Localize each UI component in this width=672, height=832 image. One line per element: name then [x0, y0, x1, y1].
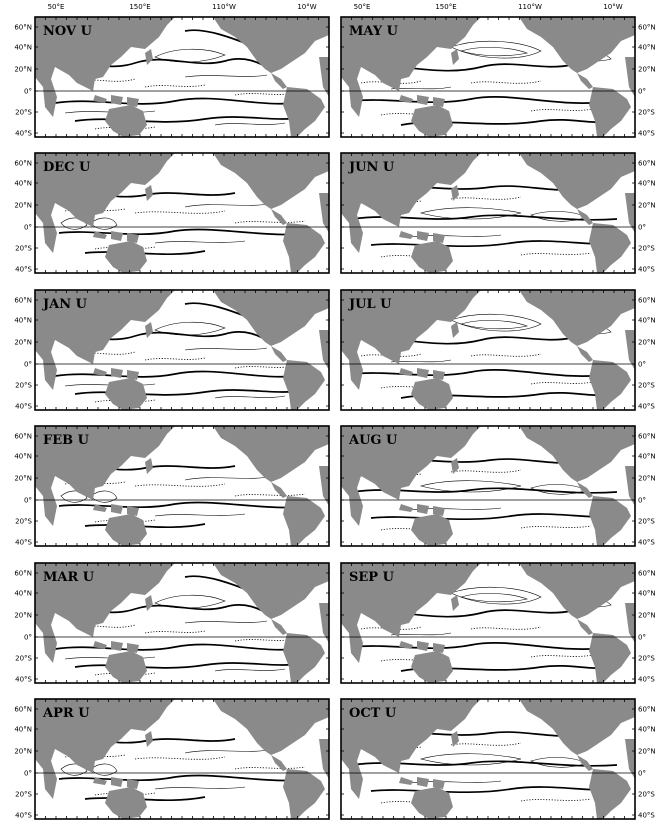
- lat-label: 60°N: [638, 296, 656, 305]
- lat-label: 20°S: [638, 108, 655, 117]
- lat-label: 0°: [638, 633, 646, 642]
- lat-label: 40°S: [638, 265, 655, 274]
- top-longitude-labels-left: [48, 3, 317, 11]
- lat-label: 40°N: [638, 43, 656, 52]
- lat-label: 20°S: [15, 108, 32, 117]
- lat-label: 60°N: [14, 705, 32, 714]
- lat-label: 0°: [24, 360, 32, 369]
- panel-mar: [14, 563, 329, 684]
- panel-title: AUG U: [349, 433, 398, 448]
- panel-title: DEC U: [43, 160, 91, 175]
- lat-label: 20°N: [638, 338, 656, 347]
- panel-may: [341, 17, 656, 138]
- lat-label: 20°N: [638, 747, 656, 756]
- top-label-50e: 50°E: [47, 3, 65, 11]
- lat-label: 40°N: [638, 725, 656, 734]
- lat-label: 40°S: [638, 538, 655, 547]
- lat-label: 40°N: [14, 316, 32, 325]
- panel-title: JUN U: [349, 160, 395, 175]
- panel-title: JAN U: [43, 297, 87, 312]
- lat-label: 20°S: [638, 244, 655, 253]
- lat-label: 40°N: [638, 179, 656, 188]
- panel-title: JUL U: [349, 297, 392, 312]
- panel-title: NOV U: [43, 24, 92, 39]
- panel-feb: [14, 426, 329, 547]
- lat-label: 40°S: [15, 538, 32, 547]
- lat-label: 20°N: [14, 65, 32, 74]
- lat-label: 40°S: [638, 129, 655, 138]
- panel-jun: [341, 153, 656, 274]
- lat-label: 20°S: [638, 517, 655, 526]
- top-label-110w: 110°W: [212, 3, 236, 11]
- lat-label: 40°S: [15, 265, 32, 274]
- panel-title: FEB U: [43, 433, 89, 448]
- lat-label: 20°S: [15, 790, 32, 799]
- lat-label: 40°N: [638, 452, 656, 461]
- lat-label: 20°N: [14, 474, 32, 483]
- lat-label: 20°N: [14, 201, 32, 210]
- lat-label: 20°S: [15, 517, 32, 526]
- lat-label: 60°N: [638, 705, 656, 714]
- lat-label: 40°N: [14, 725, 32, 734]
- lat-label: 20°S: [638, 654, 655, 663]
- panel-title: SEP U: [349, 570, 394, 585]
- lat-label: 0°: [638, 223, 646, 232]
- lat-label: 60°N: [638, 159, 656, 168]
- lat-label: 60°N: [14, 296, 32, 305]
- lat-label: 40°S: [15, 129, 32, 138]
- panels: [14, 17, 655, 820]
- lat-label: 0°: [24, 769, 32, 778]
- lat-label: 20°N: [638, 611, 656, 620]
- panel-aug: [341, 426, 656, 547]
- lat-label: 60°N: [14, 23, 32, 32]
- panel-title: MAR U: [43, 570, 95, 585]
- lat-label: 20°S: [638, 381, 655, 390]
- lat-label: 40°N: [14, 179, 32, 188]
- panel-nov: [14, 17, 329, 138]
- panel-title: MAY U: [349, 24, 398, 39]
- top-label-150e: 150°E: [435, 3, 457, 11]
- lat-label: 60°N: [14, 569, 32, 578]
- lat-label: 40°S: [15, 402, 32, 411]
- panel-dec: [14, 153, 329, 274]
- lat-label: 0°: [24, 496, 32, 505]
- lat-label: 40°S: [638, 675, 655, 684]
- lat-label: 40°N: [638, 316, 656, 325]
- lat-label: 40°S: [15, 811, 32, 820]
- lat-label: 0°: [638, 87, 646, 96]
- top-label-50e: 50°E: [353, 3, 371, 11]
- lat-label: 0°: [24, 87, 32, 96]
- lat-label: 40°N: [638, 589, 656, 598]
- panel-title: OCT U: [349, 706, 397, 721]
- panel-title: APR U: [43, 706, 90, 721]
- lat-label: 40°S: [638, 811, 655, 820]
- lat-label: 0°: [24, 223, 32, 232]
- lat-label: 20°N: [14, 611, 32, 620]
- panel-oct: [341, 699, 656, 820]
- lat-label: 40°S: [15, 675, 32, 684]
- panel-apr: [14, 699, 329, 820]
- lat-label: 0°: [24, 633, 32, 642]
- lat-label: 20°S: [15, 381, 32, 390]
- lat-label: 40°N: [14, 589, 32, 598]
- panel-jan: [14, 290, 329, 411]
- top-label-10w: 10°W: [297, 3, 317, 11]
- lat-label: 20°N: [638, 201, 656, 210]
- lat-label: 60°N: [638, 23, 656, 32]
- lat-label: 0°: [638, 769, 646, 778]
- lat-label: 0°: [638, 496, 646, 505]
- lat-label: 60°N: [638, 432, 656, 441]
- lat-label: 40°S: [638, 402, 655, 411]
- lat-label: 20°S: [15, 244, 32, 253]
- lat-label: 20°N: [14, 747, 32, 756]
- lat-label: 40°N: [14, 452, 32, 461]
- top-label-10w: 10°W: [603, 3, 623, 11]
- lat-label: 20°S: [638, 790, 655, 799]
- lat-label: 20°S: [15, 654, 32, 663]
- panel-sep: [341, 563, 656, 684]
- lat-label: 60°N: [14, 159, 32, 168]
- lat-label: 60°N: [14, 432, 32, 441]
- lat-label: 0°: [638, 360, 646, 369]
- lat-label: 20°N: [14, 338, 32, 347]
- lat-label: 60°N: [638, 569, 656, 578]
- lat-label: 20°N: [638, 65, 656, 74]
- top-longitude-labels-right: [354, 3, 623, 11]
- top-label-110w: 110°W: [518, 3, 542, 11]
- lat-label: 40°N: [14, 43, 32, 52]
- panel-jul: [341, 290, 656, 411]
- lat-label: 20°N: [638, 474, 656, 483]
- top-label-150e: 150°E: [129, 3, 151, 11]
